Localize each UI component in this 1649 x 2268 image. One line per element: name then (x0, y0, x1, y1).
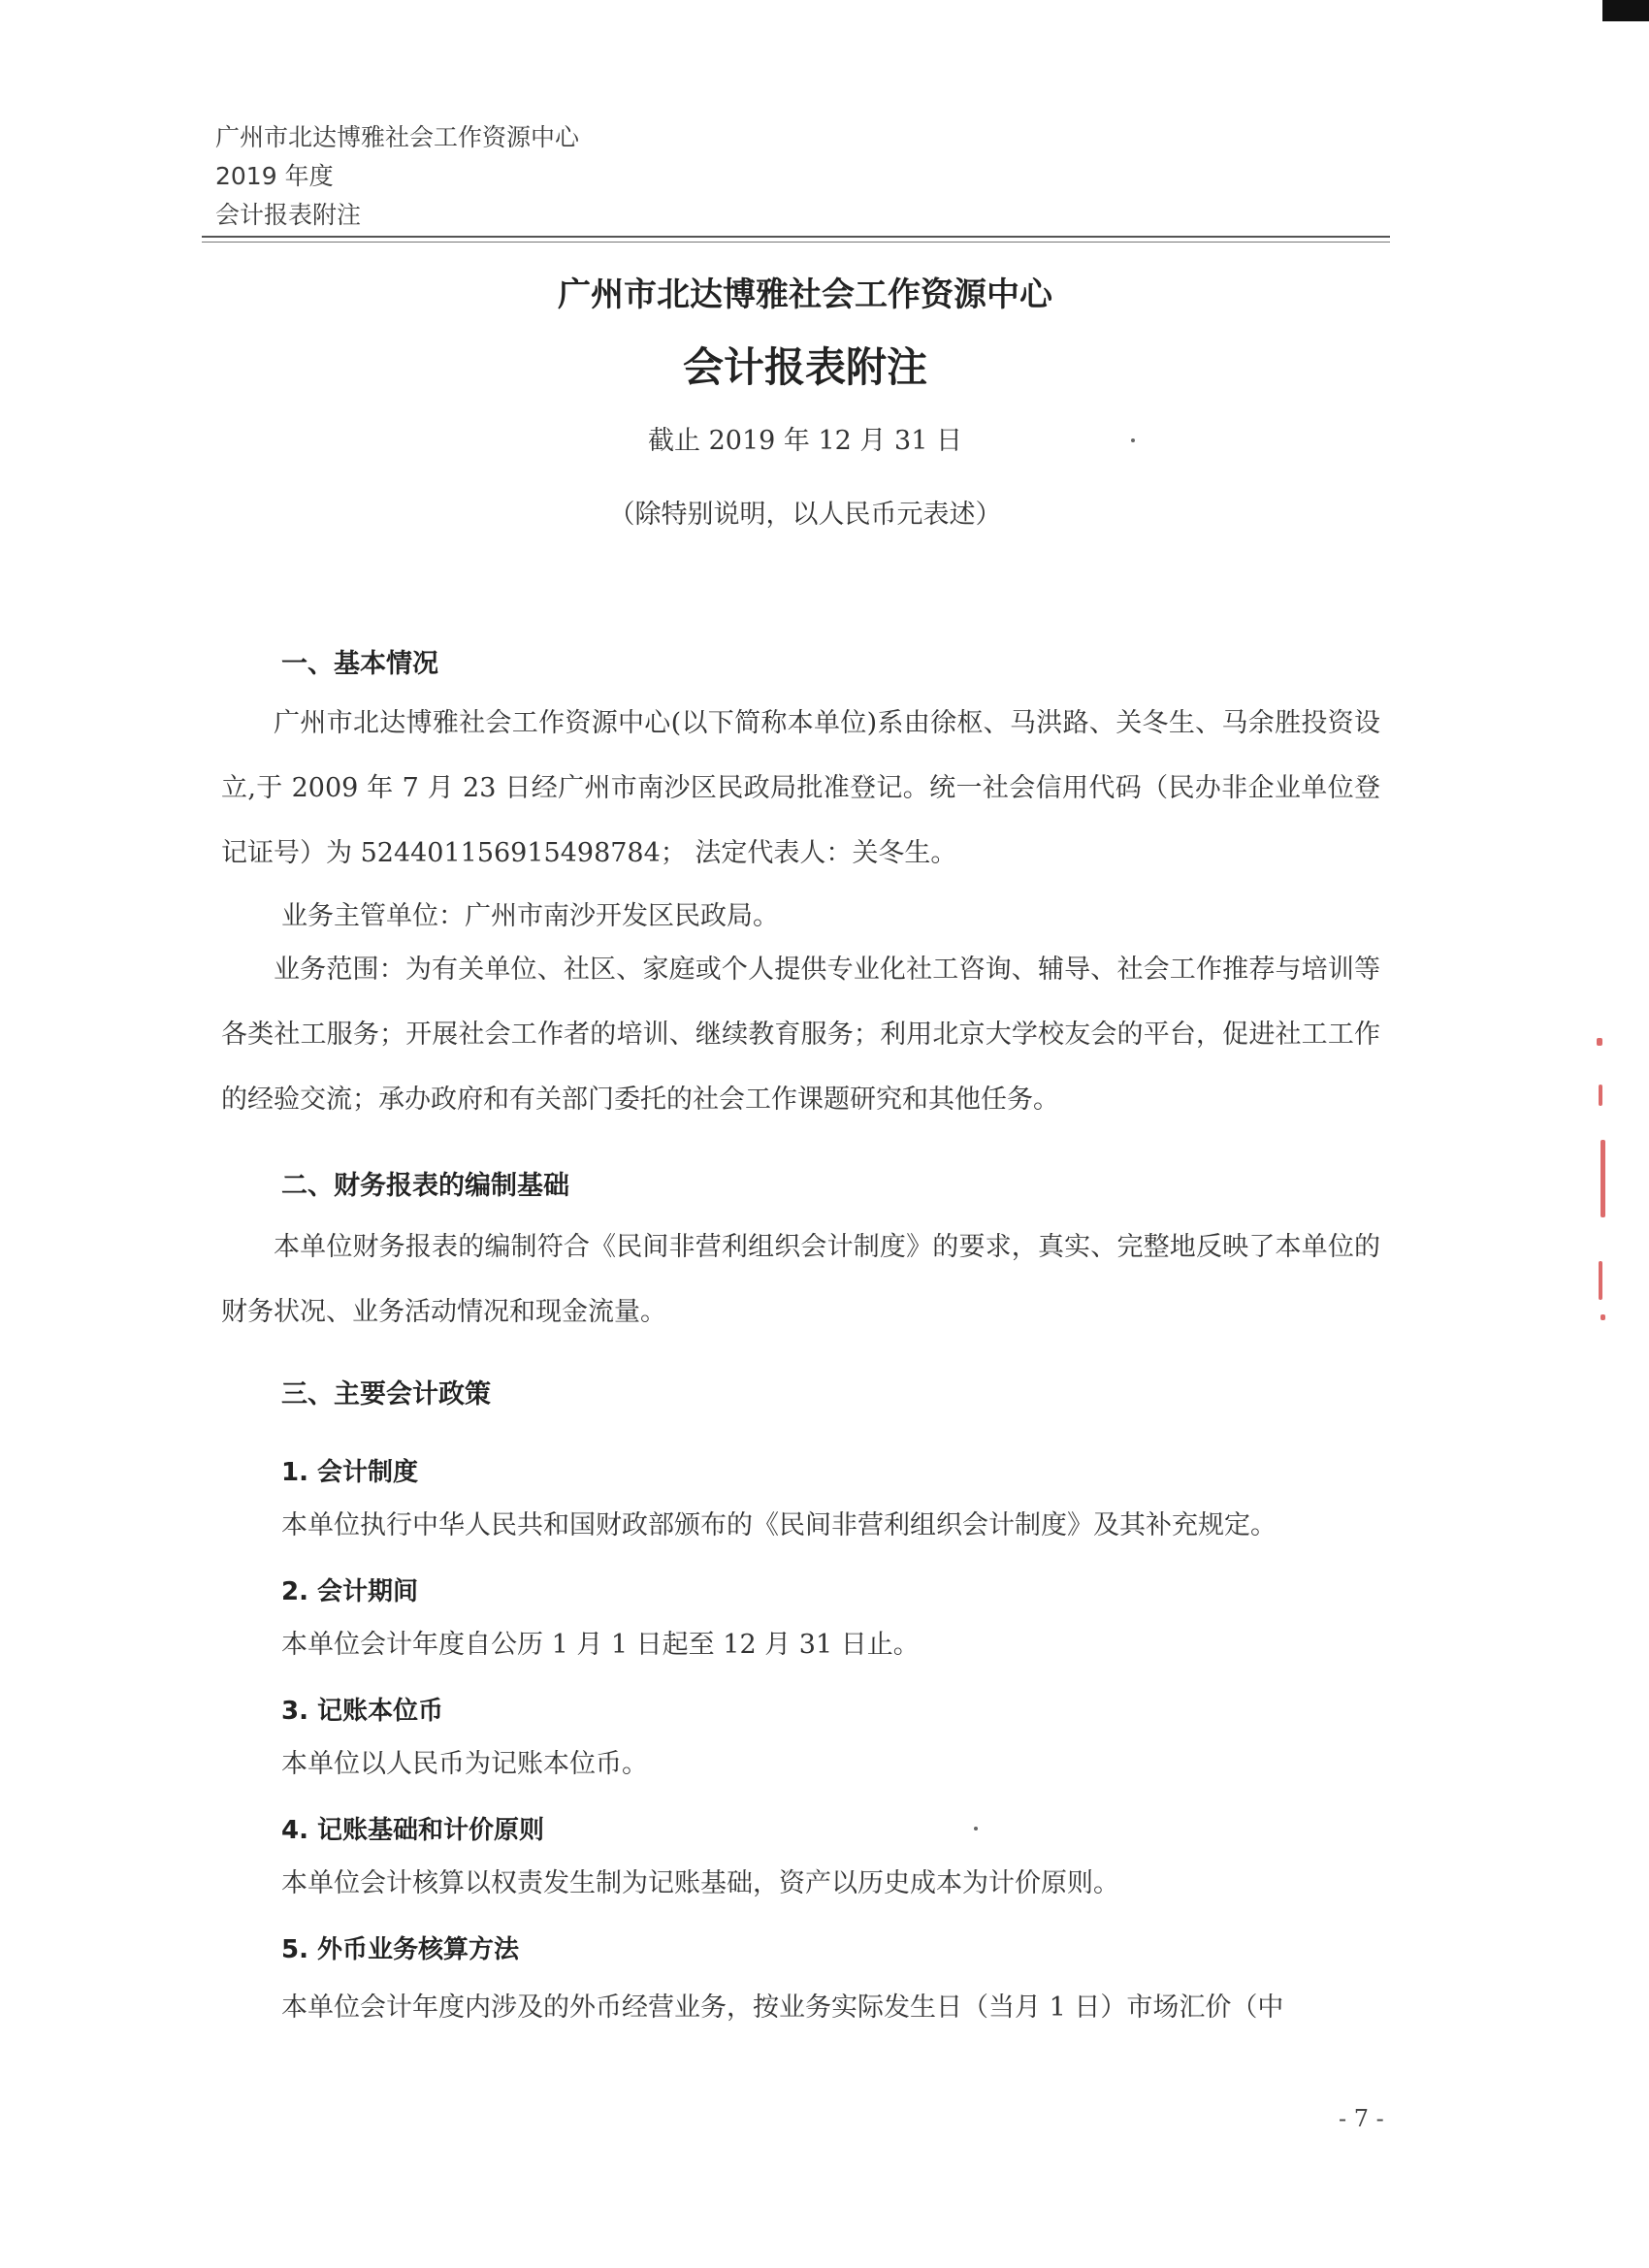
running-header (215, 118, 579, 235)
scan-speck (974, 1827, 978, 1831)
report-date: 截止 2019 年 12 月 31 日 (648, 426, 962, 456)
page-number: - 7 - (1339, 2105, 1384, 2132)
section-heading-basis: 二、财务报表的编制基础 (281, 1171, 569, 1201)
seal-mark (1599, 1261, 1602, 1300)
paragraph-supervisor: 业务主管单位：广州市南沙开发区民政局。 (281, 901, 779, 931)
policy-title-5: 5. 外币业务核算方法 (281, 1935, 520, 1964)
seal-mark (1599, 1085, 1602, 1106)
paragraph-business-scope: 业务范围：为有关单位、社区、家庭或个人提供专业化社工咨询、辅导、社会工作推荐与培训等各类社工服务；开展社会工作者的培训、继续教育服务；利用北京大学校友会的平台，促进社工工作的经验交流；承办政府和有关部门委托的社会工作课题研究和其他任务。 (221, 955, 1380, 1115)
policy-title-1: 1. 会计制度 (281, 1458, 419, 1487)
policy-title-4: 4. 记账基础和计价原则 (281, 1816, 545, 1845)
policy-text-3: 本单位以人民币为记账本位币。 (281, 1749, 648, 1779)
scan-speck (1131, 438, 1135, 442)
header-rule-thin (202, 242, 1390, 243)
corner-scan-mark (1602, 0, 1649, 21)
section-heading-basic-info: 一、基本情况 (281, 649, 438, 679)
header-rule (202, 236, 1390, 238)
header-year: 2019 年度 (215, 162, 334, 190)
paragraph-basic-info: 广州市北达博雅社会工作资源中心(以下简称本单位)系由徐枢、马洪路、关冬生、马余胜投资设立,于 2009 年 7 月 23 日经广州市南沙区民政局批准登记。统一社会信用代码（民办非企业单位登记证号）为 524401156915498784； 法定代表人：关冬生。 (221, 708, 1380, 868)
header-doc: 会计报表附注 (215, 201, 362, 229)
policy-text-2: 本单位会计年度自公历 1 月 1 日起至 12 月 31 日止。 (281, 1630, 920, 1660)
currency-note: （除特别说明，以人民币元表述） (608, 500, 1002, 530)
seal-mark (1600, 1314, 1605, 1320)
policy-text-5: 本单位会计年度内涉及的外币经营业务，按业务实际发生日（当月 1 日）市场汇价（中 (281, 1993, 1284, 2023)
document-title: 会计报表附注 (682, 343, 927, 391)
seal-mark (1600, 1140, 1605, 1217)
policy-title-3: 3. 记账本位币 (281, 1697, 444, 1726)
policy-title-2: 2. 会计期间 (281, 1577, 419, 1606)
section-heading-policies: 三、主要会计政策 (281, 1379, 491, 1409)
header-org: 广州市北达博雅社会工作资源中心 (215, 123, 580, 151)
seal-mark (1597, 1038, 1602, 1046)
policy-text-4: 本单位会计核算以权责发生制为记账基础，资产以历史成本为计价原则。 (281, 1868, 1119, 1898)
document-title-org: 广州市北达博雅社会工作资源中心 (558, 275, 1052, 314)
paragraph-basis: 本单位财务报表的编制符合《民间非营利组织会计制度》的要求，真实、完整地反映了本单位的财务状况、业务活动情况和现金流量。 (221, 1232, 1380, 1327)
policy-text-1: 本单位执行中华人民共和国财政部颁布的《民间非营利组织会计制度》及其补充规定。 (281, 1510, 1277, 1540)
